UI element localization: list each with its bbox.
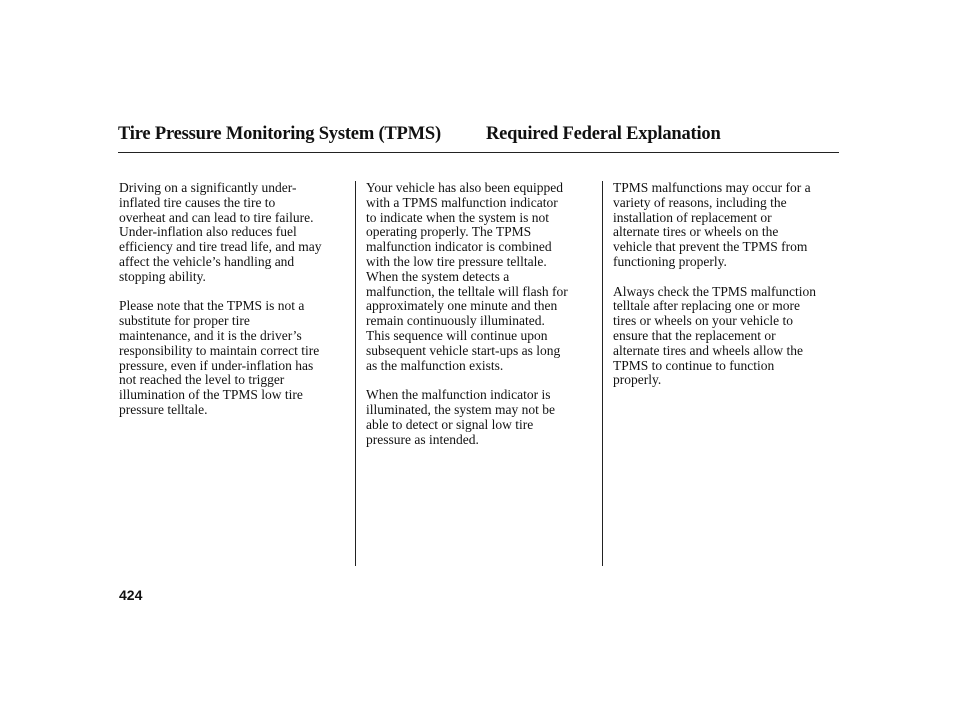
text-column-3 [613, 181, 845, 403]
section-title: Tire Pressure Monitoring System (TPMS) [118, 124, 441, 144]
column-divider [602, 181, 603, 566]
page-number: 424 [119, 587, 143, 603]
paragraph: When the malfunction indicator is illuminated, the system may not be able to detect or signal low tire pressure as intended. [366, 387, 555, 447]
paragraph: Driving on a significantly under- inflated tire causes the tire to overheat and can lead to tire failure. Under-inflation also reduces fuel efficiency and tire tread life, and may affect the vehicle’s handling and stopping ability. [119, 180, 322, 284]
text-column-2 [366, 181, 598, 462]
text-column-1 [119, 181, 351, 433]
page-header [118, 124, 838, 150]
paragraph: Always check the TPMS malfunction telltale after replacing one or more tires or wheels on your vehicle to ensure that the replacement or alternate tires and wheels allow the TPMS to continue to function properly. [613, 283, 816, 388]
paragraph: TPMS malfunctions may occur for a variety of reasons, including the installation of replacement or alternate tires or wheels on the vehicle that prevent the TPMS from functioning properly. [613, 180, 811, 269]
column-divider [355, 181, 356, 566]
section-subtitle: Required Federal Explanation [486, 124, 721, 144]
paragraph: Your vehicle has also been equipped with a TPMS malfunction indicator to indicate when the system is not operating properly. The TPMS malfunction indicator is combined with the low tire pressure telltale. When the system detects a malfunction, the telltale will flash for approximately one minute and then remain continuously illuminated. This sequence will continue upon subsequent vehicle start-ups as long as the malfunction exists. [366, 180, 568, 373]
paragraph: Please note that the TPMS is not a substitute for proper tire maintenance, and it is the driver’s responsibility to maintain correct tire pressure, even if under-inflation has not reached the level to trigger illumination of the TPMS low tire pressure telltale. [119, 298, 320, 417]
header-divider [118, 152, 839, 153]
